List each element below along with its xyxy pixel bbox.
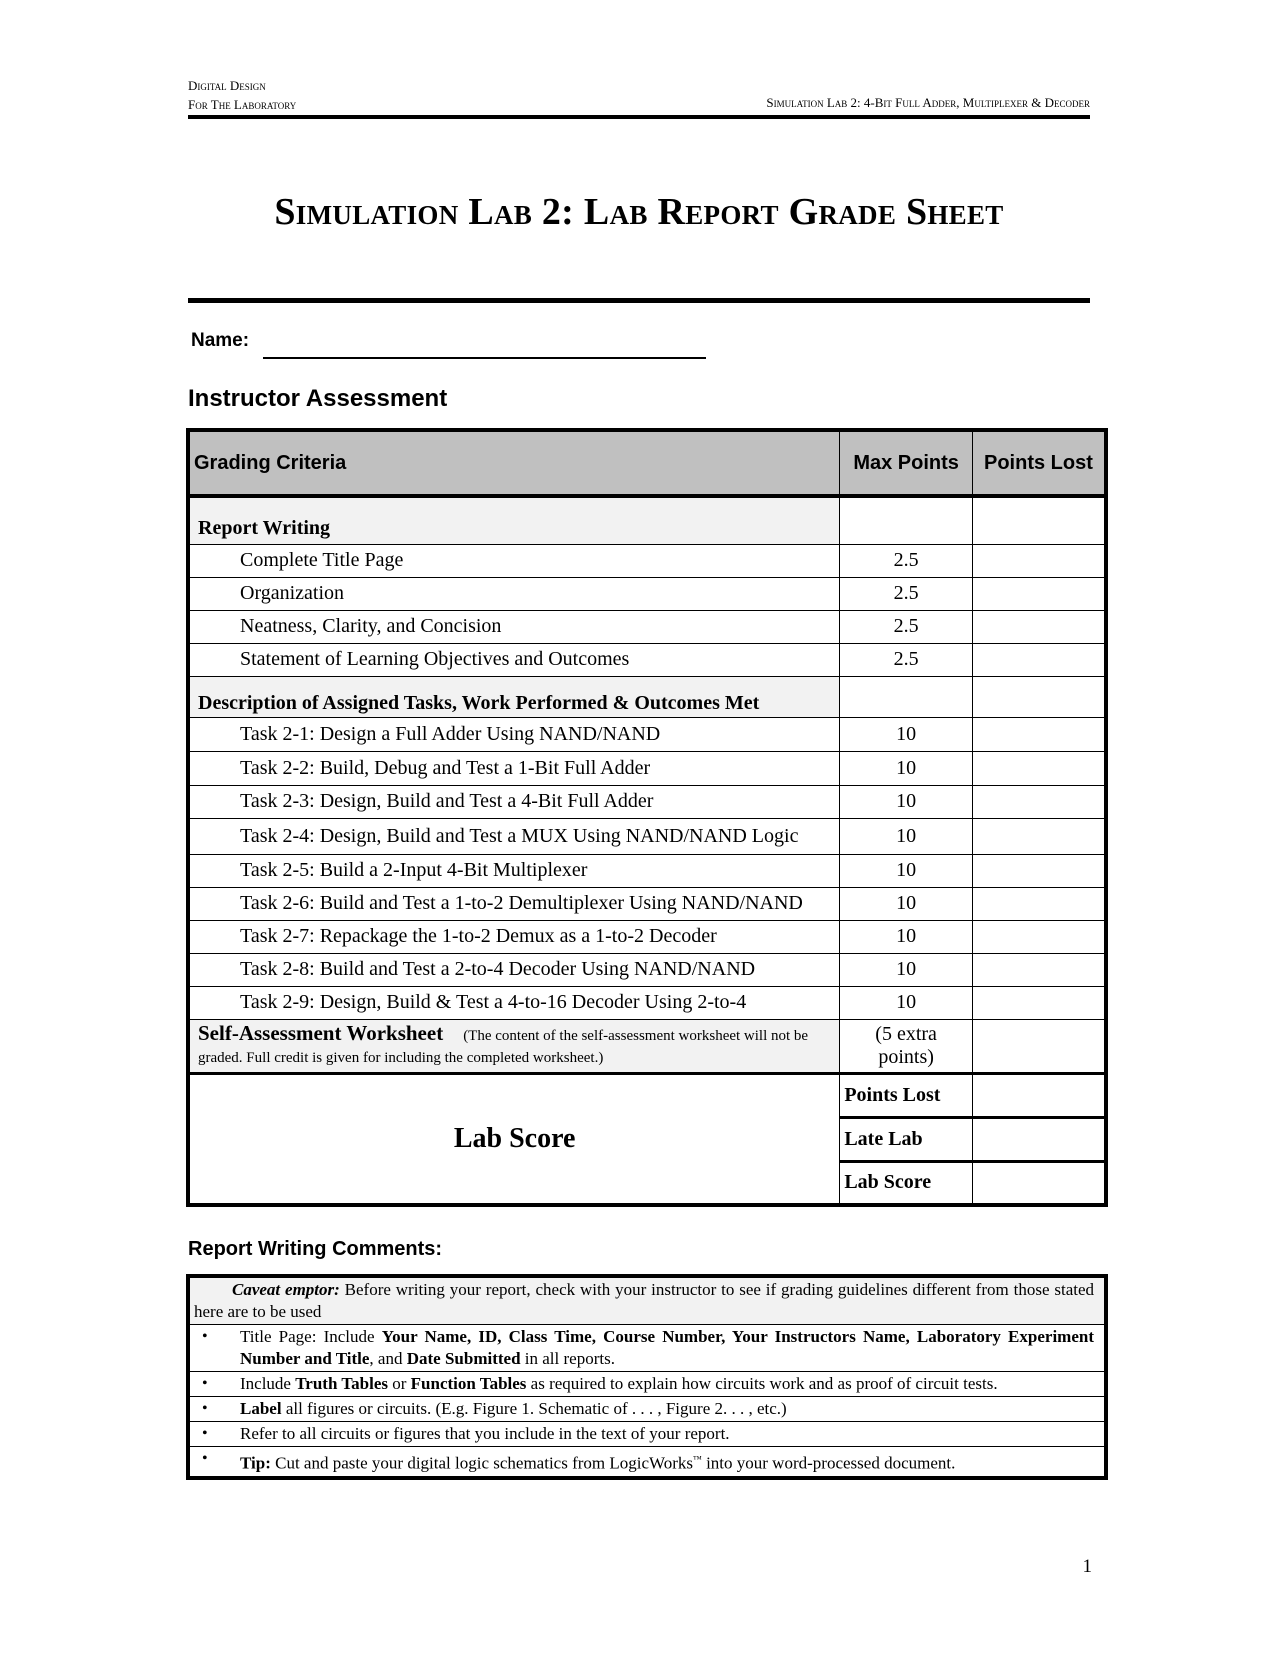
points-lost-cell[interactable] — [972, 751, 1106, 785]
header-left-line2: For The Laboratory — [188, 97, 297, 112]
section-assigned-tasks — [188, 676, 1106, 717]
criteria-label: Task 2-9: Design, Build & Test a 4-to-16 Decoder Using 2-to-4 — [188, 986, 840, 1019]
comment-bold: Label — [240, 1399, 282, 1418]
max-points-value: 10 — [840, 785, 973, 818]
comment-bold: Date Submitted — [406, 1349, 521, 1368]
comment-text: Include — [240, 1374, 296, 1393]
comments-table — [186, 1274, 1108, 1480]
table-row — [188, 544, 1106, 577]
section-title: Description of Assigned Tasks, Work Performed & Outcomes Met — [188, 676, 840, 717]
page-number: 1 — [1082, 1556, 1092, 1577]
criteria-label: Task 2-4: Design, Build and Test a MUX Using NAND/NAND Logic — [188, 818, 840, 854]
points-lost-cell[interactable] — [972, 887, 1106, 920]
points-lost-cell[interactable] — [972, 986, 1106, 1019]
criteria-label: Task 2-5: Build a 2-Input 4-Bit Multiplexer — [188, 854, 840, 887]
points-lost-cell[interactable] — [972, 854, 1106, 887]
bullet-icon: • — [202, 1375, 208, 1392]
points-lost-cell[interactable] — [972, 1019, 1106, 1073]
max-points-value: 10 — [840, 887, 973, 920]
points-lost-cell[interactable] — [972, 717, 1106, 751]
lab-score-cell[interactable] — [972, 1161, 1106, 1205]
max-points-value: 10 — [840, 920, 973, 953]
bullet-icon: • — [202, 1450, 208, 1467]
criteria-label: Complete Title Page — [188, 544, 840, 577]
table-row — [188, 610, 1106, 643]
report-writing-comments-heading: Report Writing Comments: — [188, 1238, 443, 1260]
table-row — [188, 887, 1106, 920]
col-points-lost: Points Lost — [972, 430, 1106, 496]
score-row-points-lost — [188, 1073, 1106, 1117]
list-item — [188, 1447, 1106, 1478]
bullet-icon: • — [202, 1425, 208, 1442]
criteria-label: Task 2-1: Design a Full Adder Using NAND/NAND — [188, 717, 840, 751]
comment-title-page — [188, 1325, 1106, 1372]
points-lost-cell[interactable] — [972, 544, 1106, 577]
self-assessment-points-line1: (5 extra — [875, 1022, 937, 1045]
header-left — [188, 76, 296, 114]
late-lab-cell[interactable] — [972, 1117, 1106, 1161]
comment-tip — [188, 1447, 1106, 1478]
table-row — [188, 717, 1106, 751]
comment-text: all figures or circuits. (E.g. Figure 1. Schematic of . . . , Figure 2. . . , etc.) — [281, 1399, 787, 1418]
score-label: Late Lab — [840, 1117, 973, 1161]
lab-score-title: Lab Score — [188, 1073, 840, 1205]
points-lost-cell[interactable] — [972, 676, 1106, 717]
max-points-value: 10 — [840, 717, 973, 751]
points-lost-cell[interactable] — [972, 785, 1106, 818]
comment-bold: Function Tables — [410, 1374, 527, 1393]
section-title: Report Writing — [188, 496, 840, 544]
comment-refer-circuits — [188, 1422, 1106, 1447]
criteria-label: Organization — [188, 577, 840, 610]
max-points-value: 10 — [840, 751, 973, 785]
comment-text: Title Page: Include — [240, 1327, 382, 1346]
header-left-line1: Digital Design — [188, 78, 266, 93]
caveat-body: Before writing your report, check with your instructor to see if grading guidelines different from those stated here are to be used — [194, 1280, 1095, 1321]
max-points-value: 2.5 — [840, 643, 973, 676]
caveat-lead: Caveat emptor: — [232, 1280, 340, 1299]
table-row — [188, 818, 1106, 854]
comment-text: Cut and paste your digital logic schematics from LogicWorks — [270, 1453, 693, 1473]
points-lost-cell[interactable] — [972, 610, 1106, 643]
table-row — [188, 785, 1106, 818]
criteria-label: Task 2-8: Build and Test a 2-to-4 Decoder Using NAND/NAND — [188, 953, 840, 986]
max-points-value: 2.5 — [840, 544, 973, 577]
criteria-label: Task 2-6: Build and Test a 1-to-2 Demultiplexer Using NAND/NAND — [188, 887, 840, 920]
grading-table — [186, 428, 1108, 1207]
score-label: Points Lost — [840, 1073, 973, 1117]
name-label: Name: — [191, 330, 250, 351]
self-assessment-points-line2: points) — [878, 1045, 934, 1068]
table-row — [188, 577, 1106, 610]
points-lost-cell[interactable] — [972, 818, 1106, 854]
points-lost-cell[interactable] — [972, 577, 1106, 610]
table-row — [188, 920, 1106, 953]
comment-label-figures — [188, 1397, 1106, 1422]
comment-text: , and — [369, 1349, 407, 1368]
table-row — [188, 854, 1106, 887]
grading-header-row — [188, 430, 1106, 496]
caveat-text — [188, 1276, 1106, 1325]
trademark-mark: ™ — [693, 1454, 702, 1464]
bullet-icon: • — [202, 1400, 208, 1417]
header-right: Simulation Lab 2: 4-Bit Full Adder, Multiplexer & Decoder — [766, 95, 1090, 110]
self-assessment-title: Self-Assessment Worksheet — [198, 1020, 444, 1045]
criteria-label: Task 2-7: Repackage the 1-to-2 Demux as a 1-to-2 Decoder — [188, 920, 840, 953]
comment-text: in all reports. — [520, 1349, 615, 1368]
comment-text: into your word-processed document. — [701, 1453, 956, 1473]
col-grading-criteria: Grading Criteria — [188, 430, 840, 496]
self-assessment-row — [188, 1019, 1106, 1073]
self-assessment-cell — [188, 1019, 840, 1073]
list-item — [188, 1325, 1106, 1372]
section-report-writing — [188, 496, 1106, 544]
criteria-label: Task 2-2: Build, Debug and Test a 1-Bit Full Adder — [188, 751, 840, 785]
page-title: Simulation Lab 2: Lab Report Grade Sheet — [274, 191, 1004, 233]
max-points-value: 10 — [840, 854, 973, 887]
score-label: Lab Score — [840, 1161, 973, 1205]
max-points-value: 10 — [840, 986, 973, 1019]
comment-text: Refer to all circuits or figures that you include in the text of your report. — [240, 1424, 730, 1443]
name-field[interactable] — [263, 357, 706, 359]
title-rule — [188, 298, 1090, 303]
criteria-label: Neatness, Clarity, and Concision — [188, 610, 840, 643]
self-assessment-note: (The content of the self-assessment worksheet will not be graded. Full credit is given for including the completed worksheet.) — [198, 1027, 809, 1066]
header-rule — [188, 115, 1090, 119]
comment-text: or — [388, 1374, 411, 1393]
table-row — [188, 751, 1106, 785]
criteria-label: Statement of Learning Objectives and Outcomes — [188, 643, 840, 676]
caveat-row — [188, 1276, 1106, 1325]
table-row — [188, 986, 1106, 1019]
max-points-value: 2.5 — [840, 610, 973, 643]
self-assessment-points — [840, 1019, 973, 1073]
max-points-value: 2.5 — [840, 577, 973, 610]
points-lost-cell[interactable] — [972, 920, 1106, 953]
comment-text: as required to explain how circuits work and as proof of circuit tests. — [526, 1374, 998, 1393]
list-item — [188, 1372, 1106, 1397]
cell-empty — [840, 496, 973, 544]
points-lost-total-cell[interactable] — [972, 1073, 1106, 1117]
list-item — [188, 1422, 1106, 1447]
points-lost-cell[interactable] — [972, 496, 1106, 544]
instructor-assessment-heading: Instructor Assessment — [188, 385, 448, 412]
bullet-icon: • — [202, 1328, 208, 1345]
comment-bold: Truth Tables — [295, 1374, 388, 1393]
table-row — [188, 643, 1106, 676]
list-item — [188, 1397, 1106, 1422]
points-lost-cell[interactable] — [972, 953, 1106, 986]
col-max-points: Max Points — [840, 430, 973, 496]
comment-bold: Your Name, ID, Class Time, Course Number, Your Instructors Name, Laboratory Experiment Number and Title — [240, 1327, 1094, 1368]
comment-bold: Tip: — [240, 1453, 271, 1473]
points-lost-cell[interactable] — [972, 643, 1106, 676]
criteria-label: Task 2-3: Design, Build and Test a 4-Bit Full Adder — [188, 785, 840, 818]
max-points-value: 10 — [840, 953, 973, 986]
comment-truth-tables — [188, 1372, 1106, 1397]
cell-empty — [840, 676, 973, 717]
max-points-value: 10 — [840, 818, 973, 854]
table-row — [188, 953, 1106, 986]
